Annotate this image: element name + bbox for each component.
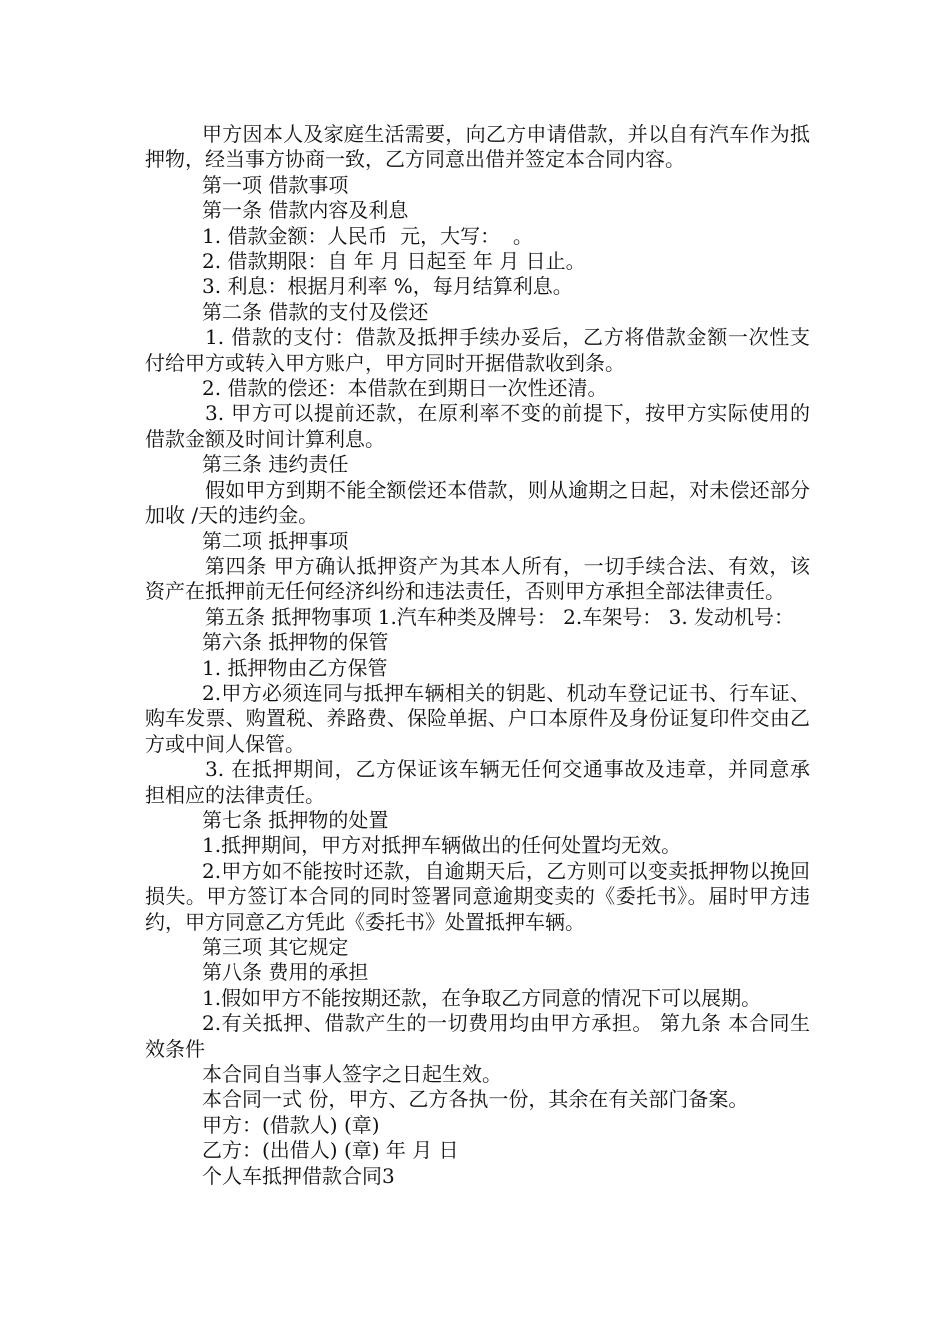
section-heading-3: 第三项 其它规定 [202,935,349,959]
article-heading-7: 第七条 抵押物的处置 [202,807,389,832]
clause-custody: 1. 抵押物由乙方保管 [202,655,388,680]
article-heading-2: 第二条 借款的支付及偿还 [202,299,429,324]
clause-documents: 2.甲方必须连同与抵押车辆相关的钥匙、机动车登记证书、行车证、购车发票、购置税、养路费、保险单据、户口本原件及身份证复印件交由乙方或中间人保管。 [145,680,810,756]
clause-payment: 1. 借款的支付：借款及抵押手续办妥后，乙方将借款金额一次性支付给甲方或转入甲方账户，甲方同时开据借款收到条。 [145,325,810,375]
clause-disposal: 1.抵押期间，甲方对抵押车辆做出的任何处置均无效。 [202,833,682,858]
clause-sale: 2.甲方如不能按时还款，自逾期天后，乙方则可以变卖抵押物以挽回损失。甲方签订本合同的同时签署同意逾期变卖的《委托书》。届时甲方违约，甲方同意乙方凭此《委托书》处置抵押车辆。 [145,858,810,934]
section-heading-2: 第二项 抵押事项 [202,528,349,553]
clause-guarantee: 3. 在抵押期间，乙方保证该车辆无任何交通事故及违章，并同意承担相应的法律责任。 [145,757,810,807]
document-body [145,122,810,1189]
clause-loan-term: 2. 借款期限：自 年 月 日起至 年 月 日止。 [202,249,586,274]
clause-effective: 本合同自当事人签字之日起生效。 [202,1062,502,1087]
article-heading-8: 第八条 费用的承担 [202,960,369,985]
clause-default: 假如甲方到期不能全额偿还本借款，则从逾期之日起，对未偿还部分加收 /天的违约金。 [145,477,810,528]
signature-party-a: 甲方：(借款人) (章) [202,1112,380,1137]
signature-party-b: 乙方：(出借人) (章) 年 月 日 [202,1138,459,1163]
next-document-title: 个人车抵押借款合同3 [202,1163,395,1188]
clause-extension: 1.假如甲方不能按期还款，在争取乙方同意的情况下可以展期。 [202,985,762,1010]
article-heading-1: 第一条 借款内容及利息 [202,198,409,223]
clause-copies: 本合同一式 份，甲方、乙方各执一份，其余在有关部门备案。 [202,1087,749,1112]
clause-interest: 3. 利息：根据月利率 %，每月结算利息。 [202,274,573,299]
article-heading-3: 第三条 违约责任 [202,452,349,477]
clause-loan-amount: 1. 借款金额：人民币 元，大写： 。 [202,223,533,248]
article-5: 第五条 抵押物事项 1.汽车种类及牌号： 2.车架号： 3. 发动机号： [205,604,795,629]
clause-repayment: 2. 借款的偿还：本借款在到期日一次性还清。 [202,376,608,401]
clause-costs: 2.有关抵押、借款产生的一切费用均由甲方承担。 第九条 本合同生效条件 [145,1011,810,1061]
clause-early-repayment: 3. 甲方可以提前还款，在原利率不变的前提下，按甲方实际使用的借款金额及时间计算利息。 [145,401,810,451]
intro-paragraph: 甲方因本人及家庭生活需要，向乙方申请借款，并以自有汽车作为抵押物，经当事方协商一致，乙方同意出借并签定本合同内容。 [145,122,810,172]
section-heading-1: 第一项 借款事项 [202,172,349,197]
article-heading-6: 第六条 抵押物的保管 [202,630,389,655]
article-4: 第四条 甲方确认抵押资产为其本人所有，一切手续合法、有效，该资产在抵押前无任何经济纠纷和违法责任，否则甲方承担全部法律责任。 [145,553,810,604]
